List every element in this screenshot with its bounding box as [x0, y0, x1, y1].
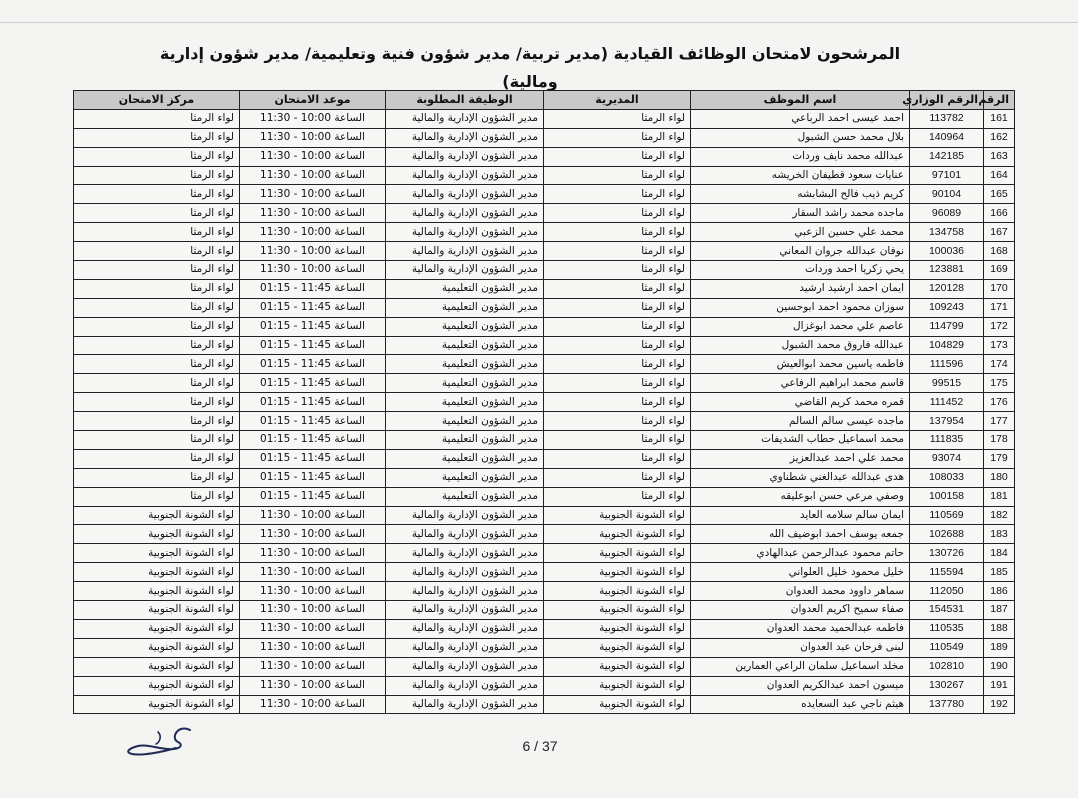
- table-row: [74, 336, 1015, 355]
- cell-serial: 184: [984, 544, 1015, 563]
- cell-ministerial-id: 90104: [910, 185, 984, 204]
- handwritten-signature: [118, 722, 198, 760]
- cell-exam-time: الساعة 10:00 - 11:30: [240, 601, 386, 620]
- cell-exam-center: لواء الرمثا: [74, 487, 240, 506]
- cell-exam-time: الساعة 11:45 - 01:15: [240, 298, 386, 317]
- cell-employee-name: هيثم ناجي عبد السعايده: [691, 695, 910, 714]
- cell-exam-center: لواء الرمثا: [74, 336, 240, 355]
- cell-requested-job: مدير الشؤون الإدارية والمالية: [386, 109, 544, 128]
- cell-directorate: لواء الرمثا: [544, 298, 691, 317]
- cell-ministerial-id: 140964: [910, 128, 984, 147]
- cell-exam-time: الساعة 10:00 - 11:30: [240, 242, 386, 261]
- table-row: [74, 298, 1015, 317]
- cell-ministerial-id: 100036: [910, 242, 984, 261]
- cell-requested-job: مدير الشؤون الإدارية والمالية: [386, 657, 544, 676]
- cell-employee-name: عاصم علي محمد ابوغزال: [691, 317, 910, 336]
- cell-exam-center: لواء الرمثا: [74, 109, 240, 128]
- cell-ministerial-id: 99515: [910, 374, 984, 393]
- table-row: [74, 525, 1015, 544]
- header-exam-time: موعد الامتحان: [240, 91, 386, 110]
- cell-employee-name: خليل محمود خليل العلواني: [691, 563, 910, 582]
- cell-employee-name: محمد اسماعيل حطاب الشديفات: [691, 431, 910, 450]
- table-row: [74, 166, 1015, 185]
- cell-employee-name: ميسون احمد عبدالكريم العدوان: [691, 676, 910, 695]
- table-row: [74, 657, 1015, 676]
- cell-employee-name: ماجده عيسى سالم السالم: [691, 412, 910, 431]
- cell-exam-center: لواء الرمثا: [74, 185, 240, 204]
- cell-serial: 168: [984, 242, 1015, 261]
- cell-employee-name: لبنى فرحان عبد العدوان: [691, 638, 910, 657]
- cell-serial: 175: [984, 374, 1015, 393]
- candidates-table: [73, 90, 1015, 714]
- cell-directorate: لواء الرمثا: [544, 279, 691, 298]
- cell-serial: 166: [984, 204, 1015, 223]
- cell-exam-center: لواء الشونة الجنوبية: [74, 525, 240, 544]
- table-row: [74, 487, 1015, 506]
- cell-serial: 170: [984, 279, 1015, 298]
- cell-serial: 169: [984, 261, 1015, 280]
- cell-exam-time: الساعة 10:00 - 11:30: [240, 619, 386, 638]
- table-row: [74, 355, 1015, 374]
- cell-employee-name: فاطمه ياسين محمد ابوالعيش: [691, 355, 910, 374]
- cell-serial: 183: [984, 525, 1015, 544]
- cell-exam-time: الساعة 11:45 - 01:15: [240, 355, 386, 374]
- cell-serial: 181: [984, 487, 1015, 506]
- cell-serial: 182: [984, 506, 1015, 525]
- cell-employee-name: عبدالله محمد نايف وردات: [691, 147, 910, 166]
- cell-directorate: لواء الرمثا: [544, 449, 691, 468]
- cell-serial: 179: [984, 449, 1015, 468]
- cell-directorate: لواء الشونة الجنوبية: [544, 582, 691, 601]
- cell-directorate: لواء الرمثا: [544, 487, 691, 506]
- cell-exam-time: الساعة 10:00 - 11:30: [240, 261, 386, 280]
- table-row: [74, 374, 1015, 393]
- cell-serial: 164: [984, 166, 1015, 185]
- table-row: [74, 544, 1015, 563]
- cell-directorate: لواء الرمثا: [544, 223, 691, 242]
- cell-requested-job: مدير الشؤون التعليمية: [386, 412, 544, 431]
- cell-exam-center: لواء الشونة الجنوبية: [74, 638, 240, 657]
- table-row: [74, 638, 1015, 657]
- cell-exam-time: الساعة 10:00 - 11:30: [240, 185, 386, 204]
- cell-exam-time: الساعة 10:00 - 11:30: [240, 525, 386, 544]
- cell-directorate: لواء الشونة الجنوبية: [544, 657, 691, 676]
- cell-requested-job: مدير الشؤون الإدارية والمالية: [386, 582, 544, 601]
- cell-exam-time: الساعة 11:45 - 01:15: [240, 279, 386, 298]
- cell-requested-job: مدير الشؤون الإدارية والمالية: [386, 147, 544, 166]
- cell-employee-name: ايمان سالم سلامه العايد: [691, 506, 910, 525]
- cell-ministerial-id: 111596: [910, 355, 984, 374]
- cell-serial: 178: [984, 431, 1015, 450]
- cell-directorate: لواء الرمثا: [544, 393, 691, 412]
- cell-directorate: لواء الشونة الجنوبية: [544, 525, 691, 544]
- cell-exam-time: الساعة 10:00 - 11:30: [240, 638, 386, 657]
- cell-exam-center: لواء الرمثا: [74, 317, 240, 336]
- cell-serial: 173: [984, 336, 1015, 355]
- cell-directorate: لواء الرمثا: [544, 431, 691, 450]
- cell-exam-time: الساعة 11:45 - 01:15: [240, 393, 386, 412]
- cell-exam-time: الساعة 10:00 - 11:30: [240, 506, 386, 525]
- cell-serial: 172: [984, 317, 1015, 336]
- cell-employee-name: فاطمه عبدالحميد محمد العدوان: [691, 619, 910, 638]
- cell-exam-center: لواء الشونة الجنوبية: [74, 544, 240, 563]
- cell-directorate: لواء الشونة الجنوبية: [544, 544, 691, 563]
- cell-exam-center: لواء الشونة الجنوبية: [74, 582, 240, 601]
- cell-exam-time: الساعة 10:00 - 11:30: [240, 128, 386, 147]
- cell-directorate: لواء الرمثا: [544, 128, 691, 147]
- cell-requested-job: مدير الشؤون التعليمية: [386, 487, 544, 506]
- cell-directorate: لواء الشونة الجنوبية: [544, 619, 691, 638]
- cell-requested-job: مدير الشؤون الإدارية والمالية: [386, 601, 544, 620]
- cell-ministerial-id: 137780: [910, 695, 984, 714]
- cell-exam-time: الساعة 10:00 - 11:30: [240, 147, 386, 166]
- cell-serial: 188: [984, 619, 1015, 638]
- header-serial: الرقم: [984, 91, 1015, 110]
- cell-exam-time: الساعة 11:45 - 01:15: [240, 431, 386, 450]
- cell-directorate: لواء الرمثا: [544, 374, 691, 393]
- cell-exam-center: لواء الشونة الجنوبية: [74, 695, 240, 714]
- cell-requested-job: مدير الشؤون الإدارية والمالية: [386, 676, 544, 695]
- header-exam-center: مركز الامتحان: [74, 91, 240, 110]
- cell-ministerial-id: 110569: [910, 506, 984, 525]
- cell-ministerial-id: 134758: [910, 223, 984, 242]
- cell-serial: 161: [984, 109, 1015, 128]
- cell-ministerial-id: 114799: [910, 317, 984, 336]
- cell-employee-name: وصفي مرعي حسن ابوعليقه: [691, 487, 910, 506]
- document-title: المرشحون لامتحان الوظائف القيادية (مدير تربية/ مدير شؤون فنية وتعليمية/ مدير شؤون إدارية ومالية): [159, 44, 901, 91]
- cell-serial: 171: [984, 298, 1015, 317]
- cell-exam-time: الساعة 11:45 - 01:15: [240, 487, 386, 506]
- cell-directorate: لواء الرمثا: [544, 166, 691, 185]
- cell-serial: 186: [984, 582, 1015, 601]
- table-row: [74, 279, 1015, 298]
- cell-directorate: لواء الرمثا: [544, 317, 691, 336]
- table-row: [74, 261, 1015, 280]
- cell-requested-job: مدير الشؤون التعليمية: [386, 393, 544, 412]
- cell-exam-center: لواء الرمثا: [74, 374, 240, 393]
- cell-serial: 167: [984, 223, 1015, 242]
- cell-employee-name: عنايات سعود قطيفان الخريشه: [691, 166, 910, 185]
- cell-ministerial-id: 93074: [910, 449, 984, 468]
- cell-exam-center: لواء الرمثا: [74, 261, 240, 280]
- table-header-row: [74, 91, 1015, 110]
- cell-requested-job: مدير الشؤون التعليمية: [386, 374, 544, 393]
- cell-directorate: لواء الشونة الجنوبية: [544, 563, 691, 582]
- cell-serial: 192: [984, 695, 1015, 714]
- cell-ministerial-id: 137954: [910, 412, 984, 431]
- cell-employee-name: محمد علي حسين الزعبي: [691, 223, 910, 242]
- cell-directorate: لواء الرمثا: [544, 336, 691, 355]
- cell-serial: 189: [984, 638, 1015, 657]
- cell-serial: 165: [984, 185, 1015, 204]
- table-row: [74, 601, 1015, 620]
- cell-employee-name: سوزان محمود احمد ابوحسين: [691, 298, 910, 317]
- cell-requested-job: مدير الشؤون الإدارية والمالية: [386, 185, 544, 204]
- cell-exam-time: الساعة 11:45 - 01:15: [240, 468, 386, 487]
- cell-ministerial-id: 113782: [910, 109, 984, 128]
- cell-requested-job: مدير الشؤون الإدارية والمالية: [386, 544, 544, 563]
- header-employee-name: اسم الموظف: [691, 91, 910, 110]
- cell-employee-name: ايمان احمد ارشيد ارشيد: [691, 279, 910, 298]
- cell-directorate: لواء الشونة الجنوبية: [544, 601, 691, 620]
- cell-exam-center: لواء الرمثا: [74, 279, 240, 298]
- cell-employee-name: حاتم محمود عبدالرحمن عبدالهادي: [691, 544, 910, 563]
- cell-requested-job: مدير الشؤون التعليمية: [386, 336, 544, 355]
- cell-exam-time: الساعة 11:45 - 01:15: [240, 374, 386, 393]
- table-row: [74, 185, 1015, 204]
- cell-ministerial-id: 108033: [910, 468, 984, 487]
- cell-serial: 162: [984, 128, 1015, 147]
- table-row: [74, 128, 1015, 147]
- table-row: [74, 468, 1015, 487]
- cell-serial: 190: [984, 657, 1015, 676]
- cell-requested-job: مدير الشؤون الإدارية والمالية: [386, 204, 544, 223]
- cell-exam-time: الساعة 10:00 - 11:30: [240, 109, 386, 128]
- table-row: [74, 619, 1015, 638]
- cell-requested-job: مدير الشؤون التعليمية: [386, 317, 544, 336]
- cell-ministerial-id: 130267: [910, 676, 984, 695]
- cell-exam-time: الساعة 11:45 - 01:15: [240, 336, 386, 355]
- cell-directorate: لواء الرمثا: [544, 468, 691, 487]
- cell-serial: 176: [984, 393, 1015, 412]
- cell-employee-name: سماهر داوود محمد العدوان: [691, 582, 910, 601]
- cell-exam-center: لواء الرمثا: [74, 166, 240, 185]
- cell-exam-center: لواء الرمثا: [74, 128, 240, 147]
- cell-ministerial-id: 111452: [910, 393, 984, 412]
- table-row: [74, 223, 1015, 242]
- cell-ministerial-id: 100158: [910, 487, 984, 506]
- cell-employee-name: قمره محمد كريم القاضي: [691, 393, 910, 412]
- cell-directorate: لواء الرمثا: [544, 204, 691, 223]
- cell-ministerial-id: 123881: [910, 261, 984, 280]
- page-number: 6 / 37: [522, 738, 558, 754]
- table-row: [74, 563, 1015, 582]
- cell-ministerial-id: 112050: [910, 582, 984, 601]
- cell-exam-center: لواء الرمثا: [74, 431, 240, 450]
- cell-ministerial-id: 115594: [910, 563, 984, 582]
- cell-directorate: لواء الرمثا: [544, 185, 691, 204]
- cell-directorate: لواء الرمثا: [544, 242, 691, 261]
- table-row: [74, 204, 1015, 223]
- cell-requested-job: مدير الشؤون التعليمية: [386, 279, 544, 298]
- cell-ministerial-id: 130726: [910, 544, 984, 563]
- cell-serial: 174: [984, 355, 1015, 374]
- cell-ministerial-id: 102688: [910, 525, 984, 544]
- table-row: [74, 582, 1015, 601]
- cell-ministerial-id: 142185: [910, 147, 984, 166]
- cell-exam-time: الساعة 10:00 - 11:30: [240, 657, 386, 676]
- cell-serial: 187: [984, 601, 1015, 620]
- cell-ministerial-id: 110549: [910, 638, 984, 657]
- cell-ministerial-id: 120128: [910, 279, 984, 298]
- cell-exam-time: الساعة 11:45 - 01:15: [240, 449, 386, 468]
- cell-employee-name: يحي زكريا احمد وردات: [691, 261, 910, 280]
- cell-exam-center: لواء الرمثا: [74, 204, 240, 223]
- cell-exam-time: الساعة 11:45 - 01:15: [240, 317, 386, 336]
- header-requested-job: الوظيفة المطلوبة: [386, 91, 544, 110]
- cell-requested-job: مدير الشؤون التعليمية: [386, 468, 544, 487]
- cell-exam-center: لواء الرمثا: [74, 468, 240, 487]
- cell-employee-name: جمعه يوسف احمد ابوضيف الله: [691, 525, 910, 544]
- cell-employee-name: قاسم محمد ابراهيم الرفاعي: [691, 374, 910, 393]
- table-row: [74, 242, 1015, 261]
- cell-exam-time: الساعة 11:45 - 01:15: [240, 412, 386, 431]
- cell-requested-job: مدير الشؤون الإدارية والمالية: [386, 695, 544, 714]
- cell-exam-center: لواء الرمثا: [74, 242, 240, 261]
- cell-employee-name: كريم ذيب فالح البشابشه: [691, 185, 910, 204]
- cell-employee-name: مخلد اسماعيل سلمان الراعي العمارين: [691, 657, 910, 676]
- cell-ministerial-id: 111835: [910, 431, 984, 450]
- cell-exam-center: لواء الشونة الجنوبية: [74, 619, 240, 638]
- cell-requested-job: مدير الشؤون الإدارية والمالية: [386, 619, 544, 638]
- cell-directorate: لواء الرمثا: [544, 412, 691, 431]
- cell-employee-name: صفاء سميح اكريم العدوان: [691, 601, 910, 620]
- cell-exam-center: لواء الرمثا: [74, 223, 240, 242]
- table-row: [74, 695, 1015, 714]
- cell-directorate: لواء الرمثا: [544, 355, 691, 374]
- table-row: [74, 317, 1015, 336]
- cell-requested-job: مدير الشؤون الإدارية والمالية: [386, 166, 544, 185]
- cell-employee-name: ماجده محمد راشد السقار: [691, 204, 910, 223]
- cell-requested-job: مدير الشؤون الإدارية والمالية: [386, 563, 544, 582]
- cell-requested-job: مدير الشؤون الإدارية والمالية: [386, 506, 544, 525]
- cell-employee-name: احمد عيسى احمد الرباعي: [691, 109, 910, 128]
- page-top-edge: [0, 22, 1078, 23]
- cell-requested-job: مدير الشؤون التعليمية: [386, 449, 544, 468]
- cell-directorate: لواء الرمثا: [544, 109, 691, 128]
- cell-directorate: لواء الرمثا: [544, 261, 691, 280]
- cell-directorate: لواء الشونة الجنوبية: [544, 506, 691, 525]
- cell-directorate: لواء الشونة الجنوبية: [544, 695, 691, 714]
- cell-requested-job: مدير الشؤون التعليمية: [386, 431, 544, 450]
- cell-requested-job: مدير الشؤون الإدارية والمالية: [386, 638, 544, 657]
- cell-exam-center: لواء الشونة الجنوبية: [74, 657, 240, 676]
- table-row: [74, 676, 1015, 695]
- table-row: [74, 506, 1015, 525]
- cell-ministerial-id: 110535: [910, 619, 984, 638]
- cell-employee-name: هدى عبدالله عبدالغني شطناوي: [691, 468, 910, 487]
- cell-exam-center: لواء الرمثا: [74, 449, 240, 468]
- cell-employee-name: عبدالله فاروق محمد الشبول: [691, 336, 910, 355]
- cell-exam-time: الساعة 10:00 - 11:30: [240, 582, 386, 601]
- cell-directorate: لواء الشونة الجنوبية: [544, 638, 691, 657]
- cell-ministerial-id: 97101: [910, 166, 984, 185]
- header-ministerial-id: الرقم الوزاري: [910, 91, 984, 110]
- cell-requested-job: مدير الشؤون الإدارية والمالية: [386, 525, 544, 544]
- cell-exam-center: لواء الشونة الجنوبية: [74, 601, 240, 620]
- table-row: [74, 393, 1015, 412]
- cell-employee-name: بلال محمد حسن الشبول: [691, 128, 910, 147]
- cell-employee-name: محمد علي احمد عبدالعزيز: [691, 449, 910, 468]
- cell-requested-job: مدير الشؤون الإدارية والمالية: [386, 128, 544, 147]
- cell-exam-center: لواء الرمثا: [74, 412, 240, 431]
- cell-ministerial-id: 102810: [910, 657, 984, 676]
- cell-requested-job: مدير الشؤون التعليمية: [386, 355, 544, 374]
- cell-exam-time: الساعة 10:00 - 11:30: [240, 204, 386, 223]
- cell-exam-time: الساعة 10:00 - 11:30: [240, 676, 386, 695]
- cell-ministerial-id: 96089: [910, 204, 984, 223]
- table-row: [74, 412, 1015, 431]
- cell-requested-job: مدير الشؤون الإدارية والمالية: [386, 223, 544, 242]
- cell-requested-job: مدير الشؤون الإدارية والمالية: [386, 242, 544, 261]
- cell-exam-time: الساعة 10:00 - 11:30: [240, 544, 386, 563]
- table-row: [74, 431, 1015, 450]
- table-row: [74, 109, 1015, 128]
- table-row: [74, 147, 1015, 166]
- cell-exam-center: لواء الرمثا: [74, 298, 240, 317]
- cell-exam-center: لواء الرمثا: [74, 355, 240, 374]
- cell-exam-center: لواء الشونة الجنوبية: [74, 563, 240, 582]
- cell-employee-name: نوفان عبدالله جروان المعاني: [691, 242, 910, 261]
- table-body: [74, 109, 1015, 714]
- cell-exam-center: لواء الرمثا: [74, 393, 240, 412]
- cell-directorate: لواء الشونة الجنوبية: [544, 676, 691, 695]
- header-directorate: المديرية: [544, 91, 691, 110]
- cell-ministerial-id: 104829: [910, 336, 984, 355]
- cell-requested-job: مدير الشؤون الإدارية والمالية: [386, 261, 544, 280]
- cell-exam-time: الساعة 10:00 - 11:30: [240, 223, 386, 242]
- table-row: [74, 449, 1015, 468]
- cell-exam-time: الساعة 10:00 - 11:30: [240, 563, 386, 582]
- cell-serial: 163: [984, 147, 1015, 166]
- cell-serial: 191: [984, 676, 1015, 695]
- cell-exam-center: لواء الشونة الجنوبية: [74, 676, 240, 695]
- cell-requested-job: مدير الشؤون التعليمية: [386, 298, 544, 317]
- cell-exam-time: الساعة 10:00 - 11:30: [240, 695, 386, 714]
- cell-ministerial-id: 109243: [910, 298, 984, 317]
- cell-ministerial-id: 154531: [910, 601, 984, 620]
- cell-directorate: لواء الرمثا: [544, 147, 691, 166]
- cell-exam-center: لواء الرمثا: [74, 147, 240, 166]
- cell-exam-center: لواء الشونة الجنوبية: [74, 506, 240, 525]
- cell-exam-time: الساعة 10:00 - 11:30: [240, 166, 386, 185]
- cell-serial: 180: [984, 468, 1015, 487]
- cell-serial: 177: [984, 412, 1015, 431]
- cell-serial: 185: [984, 563, 1015, 582]
